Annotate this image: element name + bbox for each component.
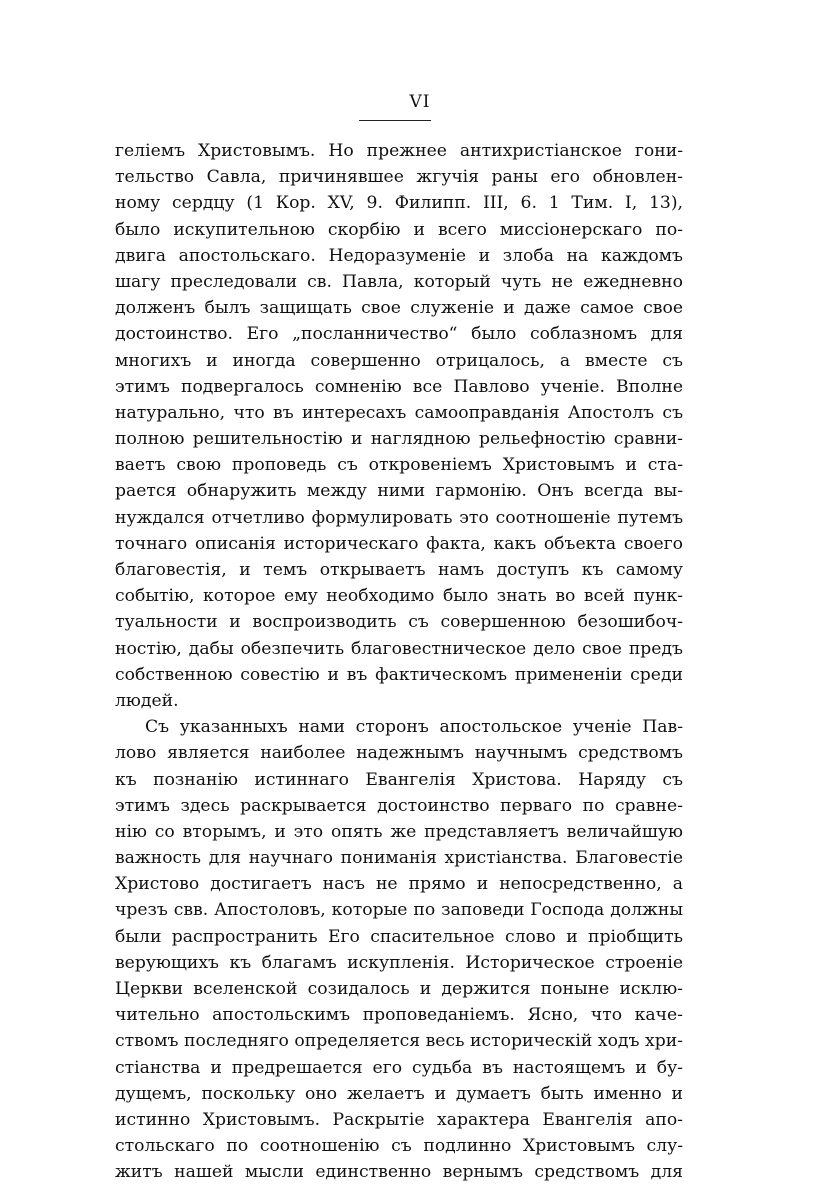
text-line: стіанства и предрешается его судьба въ настоящемъ и бу- <box>115 1057 683 1078</box>
text-line: Христово достигаетъ насъ не прямо и непосредственно, а <box>115 874 683 895</box>
text-line: дущемъ, поскольку оно желаетъ и думаетъ быть именно и <box>115 1083 683 1104</box>
text-line: чрезъ свв. Апостоловъ, которые по заповеди Господа должны <box>115 900 683 921</box>
text-line: шагу преследовали св. Павла, который чуть не ежедневно <box>115 271 683 292</box>
text-line: туальности и воспроизводить съ совершенною безошибоч- <box>115 612 683 633</box>
text-line: собственною совестію и въ фактическомъ примененіи среди <box>115 664 683 685</box>
text-line: благовестія, и темъ открываетъ намъ доступъ къ самому <box>115 560 683 580</box>
text-line: лово является наиболее надежнымъ научнымъ средствомъ <box>115 743 683 764</box>
text-line: чительно апостольскимъ проповеданіемъ. Ясно, что каче- <box>115 1005 683 1026</box>
text-line: верующихъ къ благамъ искупленія. Историческое строеніе <box>115 952 683 973</box>
text-line: ностію, дабы обезпечить благовестническое дело свое предъ <box>115 638 683 659</box>
page-number: VI <box>409 92 431 112</box>
text-line: ваетъ свою проповедь съ откровеніемъ Христовымъ и ста- <box>115 455 683 476</box>
header-rule <box>359 120 431 121</box>
text-line: долженъ былъ защищать свое служеніе и даже самое свое <box>115 298 683 319</box>
text-line: геліемъ Христовымъ. Но прежнее антихристіанское гони- <box>115 141 683 161</box>
text-line: тельство Савла, причинявшее жгучія раны его обновлен- <box>115 167 683 188</box>
text-line: двига апостольскаго. Недоразуменіе и злоба на каждомъ <box>115 245 683 266</box>
text-line: къ познанію истиннаго Евангелія Христова. Наряду съ <box>115 769 683 790</box>
text-line: ствомъ последняго определяется весь историческій ходъ хри- <box>115 1031 683 1052</box>
text-line: натурально, что въ интересахъ самооправданія Апостолъ съ <box>115 402 683 423</box>
text-line: событію, которое ему необходимо было знать во всей пунк- <box>115 586 683 607</box>
text-line: этимъ здесь раскрывается достоинство перваго по сравне- <box>115 795 683 816</box>
text-line: стольскаго по соотношенію съ подлинно Христовымъ слу- <box>115 1136 683 1157</box>
body-text <box>115 138 683 1186</box>
text-line: людей. <box>115 690 179 711</box>
paragraph-2 <box>115 714 683 1185</box>
text-line: были распространить Его спасительное слово и пріобщить <box>115 926 683 947</box>
text-line: рается обнаружить между ними гармонію. Онъ всегда вы- <box>115 481 683 502</box>
text-line: ному сердцу (1 Кор. XV, 9. Филипп. III, 6. 1 Тим. I, 13), <box>115 193 683 214</box>
text-line: истинно Христовымъ. Раскрытіе характера Евангелія апо- <box>115 1109 683 1130</box>
text-line: житъ нашей мысли единственно вернымъ средствомъ для <box>115 1162 683 1183</box>
text-line: Церкви вселенской созидалось и держится понынe исклю- <box>115 979 683 999</box>
text-line: этимъ подвергалось сомненію все Павлово ученіе. Вполне <box>115 376 683 397</box>
text-line: полною решительностію и наглядною рельефностію сравни- <box>115 429 683 450</box>
text-line: было искупительною скорбію и всего миссіонерскаго по- <box>115 219 683 240</box>
text-line: точнаго описанія историческаго факта, какъ объекта своего <box>115 533 683 554</box>
text-line: многихъ и иногда совершенно отрицалось, а вместе съ <box>115 350 683 371</box>
text-line: нуждался отчетливо формулировать это соотношеніе путемъ <box>115 507 683 528</box>
text-line: достоинство. Его „посланничество“ было соблазномъ для <box>115 324 683 345</box>
paragraph-1 <box>115 138 683 714</box>
text-line: Съ указанныхъ нами сторонъ апостольское ученіе Пав- <box>145 717 683 738</box>
text-line: важность для научнаго пониманія христіанства. Благовестіе <box>115 848 683 869</box>
text-line: нію со вторымъ, и это опять же представляетъ величайшую <box>115 821 683 842</box>
